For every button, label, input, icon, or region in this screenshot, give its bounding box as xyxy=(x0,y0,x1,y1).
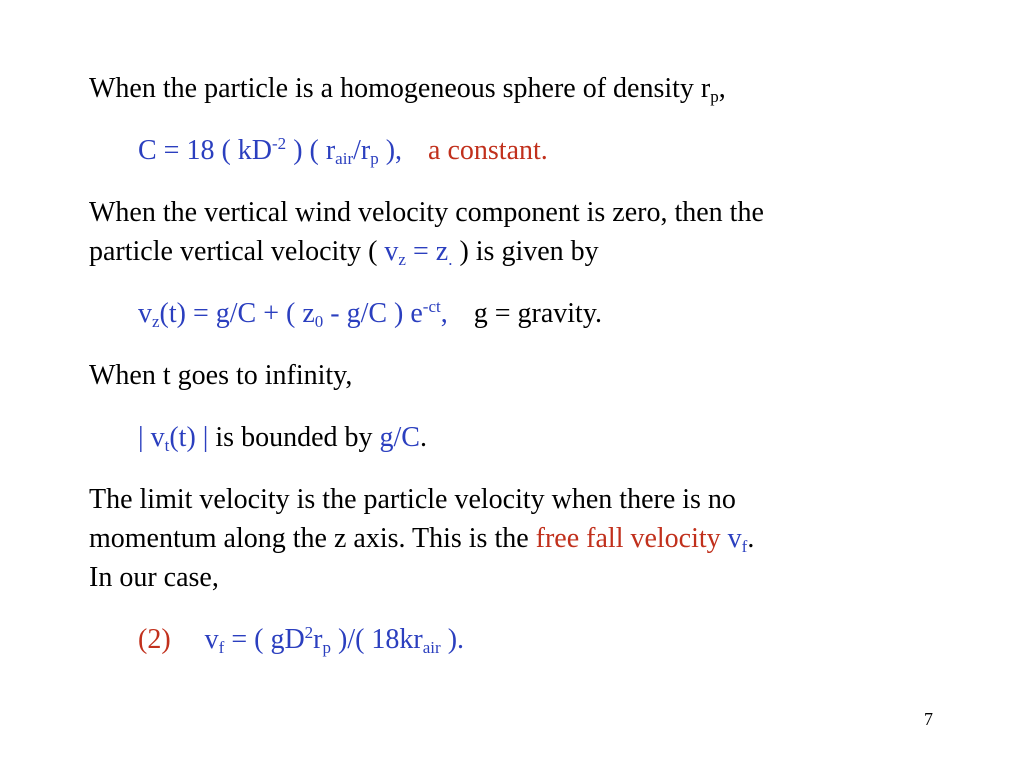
eq-vf-e: ). xyxy=(440,624,465,655)
eq-vf-c: r xyxy=(313,624,323,655)
eq-vz-sup-ct: -ct xyxy=(422,297,441,316)
eq-c-part-c: /r xyxy=(353,135,371,166)
text-period: . xyxy=(747,523,755,554)
eq-c-part-d: ), xyxy=(378,135,403,166)
text-line-vertical-velocity xyxy=(89,235,599,269)
eq-c-part-a: C = 18 ( kD xyxy=(138,135,273,166)
text-limit-velocity: The limit velocity is the particle velocity when there is no xyxy=(89,484,736,515)
eq-vf-sup-2: 2 xyxy=(304,623,314,642)
vv-symbol: v xyxy=(384,236,399,267)
text-our-case: In our case, xyxy=(89,562,219,593)
eq-vt-a: | v xyxy=(138,422,165,453)
text-line-momentum xyxy=(89,522,754,556)
page-number: 7 xyxy=(924,709,933,729)
note-a-constant: a constant. xyxy=(428,135,548,166)
eq-g-over-c: g/C xyxy=(379,422,420,453)
equation-label: (2) xyxy=(138,624,171,655)
text-line-infinity xyxy=(89,359,352,393)
eq-c-sub-p: p xyxy=(370,149,379,168)
text-line-bounded xyxy=(138,421,427,455)
eq-c-part-b: ) ( r xyxy=(286,135,336,166)
text-comma: , xyxy=(718,73,726,104)
text-vertical-wind: When the vertical wind velocity component is zero, then the xyxy=(89,197,764,228)
vf-sub-f: f xyxy=(741,537,748,556)
text-free-fall-velocity: free fall velocity xyxy=(535,523,728,554)
text-line-density xyxy=(89,72,726,106)
equation-2-vf xyxy=(138,623,464,657)
eq-vf-a: v xyxy=(204,624,219,655)
eq-vf-b: = ( gD xyxy=(224,624,305,655)
text-line-vertical-wind xyxy=(89,196,764,230)
text-period: . xyxy=(419,422,427,453)
vv-sub-z: z xyxy=(398,250,406,269)
eq-vz-d: , xyxy=(440,298,448,329)
eq-vz-a: v xyxy=(138,298,152,329)
eq-vz-sub-0: 0 xyxy=(314,312,324,331)
text-vv-b: ) is given by xyxy=(452,236,599,267)
eq-vz-b: (t) = g/C + ( z xyxy=(159,298,315,329)
eq-vf-sub-air: air xyxy=(422,638,441,657)
eq-vz-sub-z: z xyxy=(152,312,160,331)
text-line-our-case xyxy=(89,561,219,595)
eq-c-sub-air: air xyxy=(335,149,354,168)
text-vv-a: particle vertical velocity ( xyxy=(89,236,385,267)
text-bounded-by: is bounded by xyxy=(208,422,380,453)
text-line-limit-velocity xyxy=(89,483,736,517)
equation-constant-c xyxy=(138,134,548,168)
eq-vf-d: )/( 18kr xyxy=(331,624,423,655)
equation-vz-t xyxy=(138,297,602,331)
text-momentum: momentum along the z axis. This is the xyxy=(89,523,536,554)
eq-vt-b: (t) | xyxy=(169,422,209,453)
note-gravity: g = gravity. xyxy=(473,298,603,329)
eq-vf-sub-p: p xyxy=(322,638,331,657)
vv-dot: . xyxy=(448,250,453,269)
eq-vf-sub-f: f xyxy=(218,638,225,657)
text-density: When the particle is a homogeneous sphere of density r xyxy=(89,73,711,104)
vv-eq: = z xyxy=(405,236,449,267)
text-infinity: When t goes to infinity, xyxy=(89,360,353,391)
subscript-p: p xyxy=(710,87,719,106)
eq-vt-sub-t: t xyxy=(164,436,170,455)
eq-c-sup: -2 xyxy=(272,134,287,153)
vf-symbol: v xyxy=(727,523,742,554)
eq-vz-c: - g/C ) e xyxy=(323,298,423,329)
